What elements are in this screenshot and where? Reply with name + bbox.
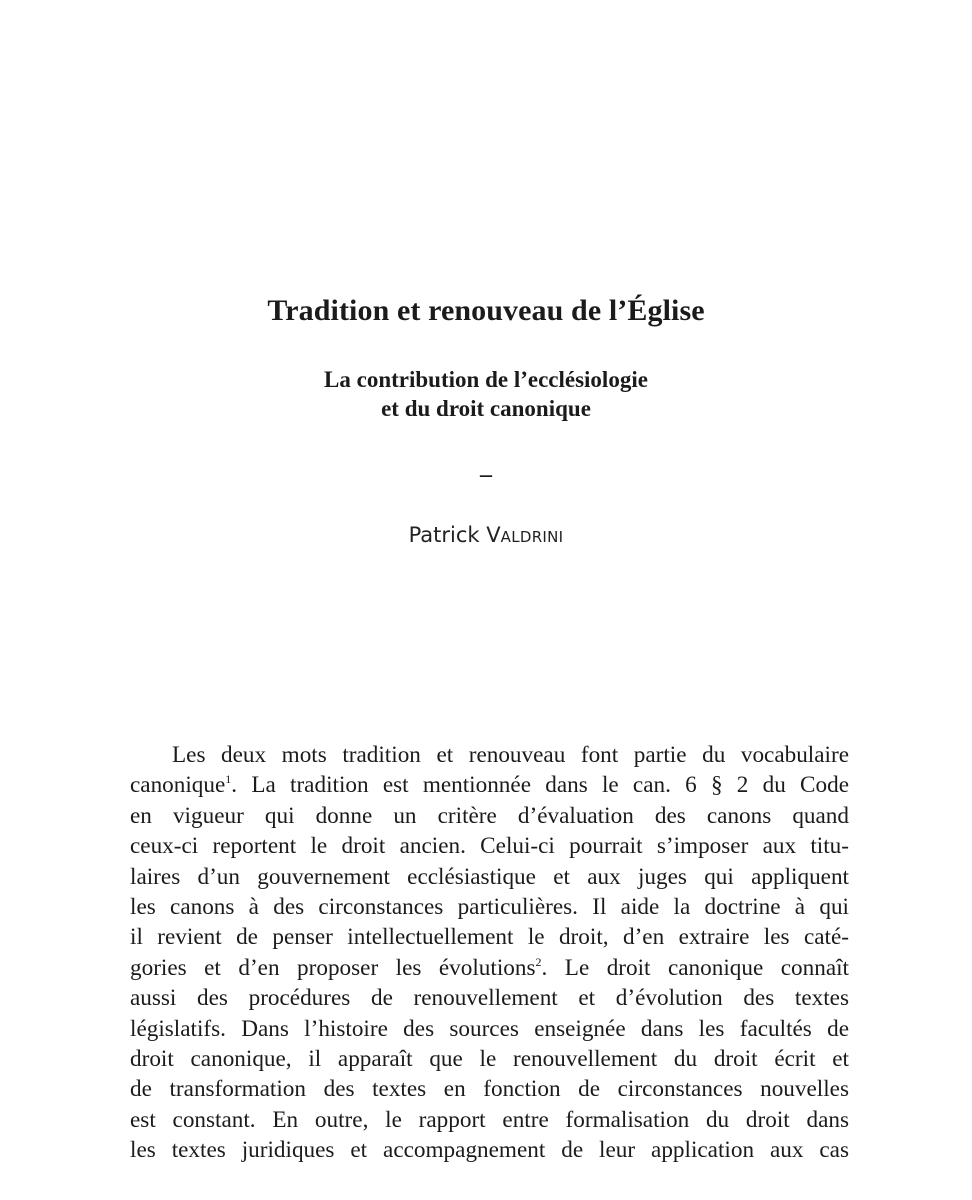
author-first-name: Patrick [408,523,487,547]
body-line: il revient de penser intellectuellement le droit, d’en extraire les caté- [130,924,849,951]
author-name [0,523,972,547]
body-line: les textes juridiques et accompagnement de leur application aux cas [130,1137,849,1164]
body-line: Les deux mots tradition et renouveau font partie du vocabulaire [172,742,849,768]
body-line: canonique$^1$. La tradition est mentionnée dans le can. 6 § 2 du Code [130,772,849,799]
author-last-name-initial: V [486,523,501,547]
body-paragraph [130,740,849,1165]
body-line: droit canonique, il apparaît que le renouvellement du droit écrit et [130,1045,849,1072]
footnote-ref[interactable]: 1 [225,772,232,787]
body-line: est constant. En outre, le rapport entre formalisation du droit dans [130,1106,849,1133]
article-subtitle [0,365,972,423]
body-line: les canons à des circonstances particulières. Il aide la doctrine à qui [130,893,849,920]
article-title: Tradition et renouveau de l’Église [267,294,705,327]
body-line: législatifs. Dans l’histoire des sources enseignée dans les facultés de [130,1015,849,1042]
body-line: laires d’un gouvernement ecclésiastique et aux juges qui appliquent [130,863,849,890]
subtitle-line-2: et du droit canonique [381,396,591,421]
body-line: en vigueur qui donne un critère d’évaluation des canons quand [130,802,849,829]
body-line: de transformation des textes en fonction de circonstances nouvelles [130,1076,849,1103]
body-line: gories et d’en proposer les évolutions$^2$. Le droit canonique connaît [130,954,849,981]
subtitle-line-1: La contribution de l’ecclésiologie [324,367,648,392]
title-separator: – [480,462,492,488]
body-line: aussi des procédures de renouvellement et d’évolution des textes [130,985,849,1012]
footnote-ref[interactable]: 2 [535,954,542,969]
author-last-name-rest: ALDRINI [500,528,564,546]
body-line: ceux-ci reportent le droit ancien. Celui-ci pourrait s’imposer aux titu- [130,833,849,860]
